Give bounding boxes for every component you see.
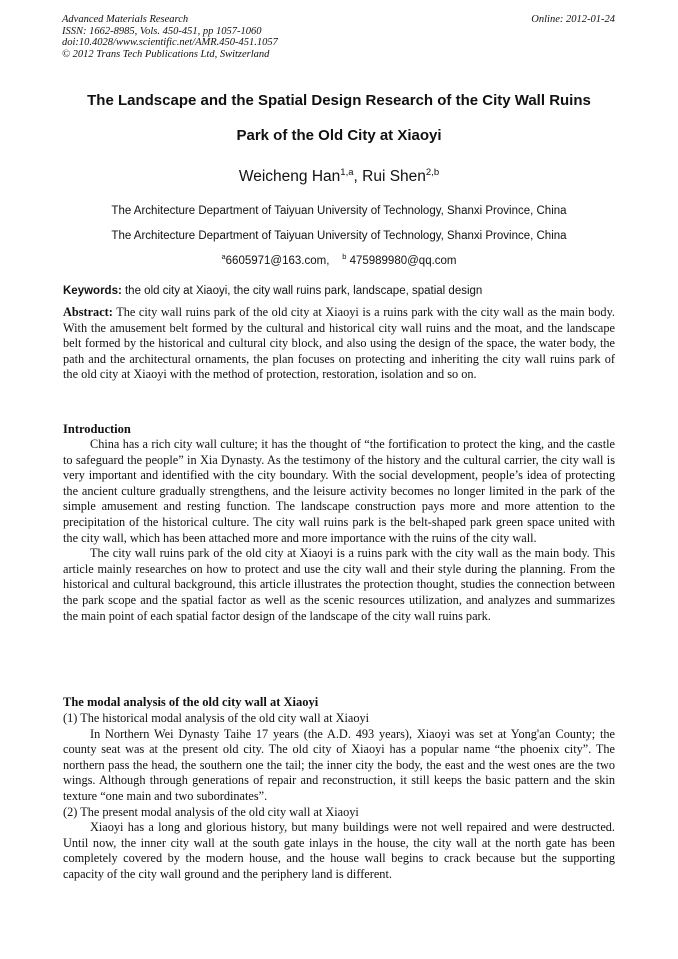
- affiliation-1: The Architecture Department of Taiyuan University of Technology, Shanxi Province, China: [111, 205, 567, 217]
- section-heading-modal-analysis: The modal analysis of the old city wall at Xiaoyi: [63, 695, 319, 709]
- issn-line: ISSN: 1662-8985, Vols. 450-451, pp 1057-1060: [62, 25, 262, 37]
- author-2: Rui Shen: [362, 168, 426, 186]
- author-2-affiliation-mark: 2,b: [425, 167, 440, 178]
- paper-title-line1: The Landscape and the Spatial Design Research of the City Wall Ruins: [87, 92, 591, 109]
- keywords-label: Keywords:: [63, 285, 122, 297]
- email-a-mark: a: [221, 252, 226, 261]
- modal-analysis-body: [63, 711, 615, 883]
- email-b-mark: b: [342, 252, 347, 261]
- introduction-body: [63, 437, 615, 624]
- paragraph: In Northern Wei Dynasty Taihe 17 years (the A.D. 493 years), Xiaoyi was set at Yong'an County; the county seat was at the present old city. The old city of Xiaoyi has a popular name “the phoenix city”. The northern pass the head, the southern one the tail; the inner city the body, the east and the west ones are the two wings. Although through generations of repair and reconstruction, it still keeps the basic pattern and the skin texture “one main and two subordinates”.: [63, 726, 615, 803]
- author-list: [0, 167, 678, 186]
- abstract-label: Abstract:: [63, 305, 113, 319]
- email-b: 475989980@qq.com: [349, 254, 457, 267]
- doi-line: doi:10.4028/www.scientific.net/AMR.450-451.1057: [62, 37, 278, 49]
- abstract: [63, 305, 615, 383]
- journal-name: Advanced Materials Research: [62, 14, 189, 25]
- copyright-line: © 2012 Trans Tech Publications Ltd, Switzerland: [62, 48, 270, 60]
- subsection-heading: (2) The present modal analysis of the old city wall at Xiaoyi: [63, 804, 359, 819]
- paper-title-line2: Park of the Old City at Xiaoyi: [236, 127, 442, 144]
- author-separator: ,: [353, 168, 363, 186]
- email-a: 6605971@163.com,: [225, 254, 330, 267]
- author-1-affiliation-mark: 1,a: [340, 167, 354, 178]
- subsection-heading: (1) The historical modal analysis of the old city wall at Xiaoyi: [63, 711, 370, 725]
- author-emails: [0, 252, 678, 267]
- online-date: Online: 2012-01-24: [531, 14, 615, 25]
- keywords-text: the old city at Xiaoyi, the city wall ruins park, landscape, spatial design: [121, 285, 483, 297]
- section-heading-introduction: Introduction: [63, 422, 131, 436]
- affiliation-2: The Architecture Department of Taiyuan University of Technology, Shanxi Province, China: [111, 230, 567, 242]
- paragraph: Xiaoyi has a long and glorious history, but many buildings were not well repaired and were destructed. Until now, the inner city wall at the south gate inlays in the house, the city wall at the north gate has been completely covered by the modern house, and the house wall begins to crack because but the supporting capacity of the city wall ground and the periphery land is different.: [63, 820, 615, 881]
- author-1: Weicheng Han: [238, 168, 341, 186]
- abstract-text: The city wall ruins park of the old city at Xiaoyi is a ruins park with the city wall as the main body. With the amusement belt formed by the cultural and historical city wall ruins and the moat, and the landscape belt formed by the historical and cultural city block, and also using the design of the space, the water body, the path and the architectural ornaments, the plan focuses on protecting and inheriting the city wall ruins park of the old city at Xiaoyi with the method of protection, restoration, isolation and so on.: [63, 305, 615, 382]
- paragraph: China has a rich city wall culture; it has the thought of “the fortification to protect the king, and the castle to safeguard the people” in Xia Dynasty. As the testimony of the history and the cultural carrier, the city wall is very important and identified with the city boundary. With the social development, people’s idea of protecting the ancient culture gradually strengthens, and the leisure activity becomes no longer limited in the park of the simple amusement and resting function. The landscape construction pays more and more attention to the precipitation of the historical culture. The city wall ruins park is the belt-shaped park green space united with the city wall, which has been attached more and more importance with the ruins of the city wall.: [63, 437, 615, 545]
- journal-header: [62, 14, 278, 60]
- keywords: [63, 285, 618, 297]
- paragraph: The city wall ruins park of the old city at Xiaoyi is a ruins park with the city wall as the main body. This article mainly researches on how to protect and use the city wall and their style during the planning. From the historical and cultural background, this article illustrates the protection thought, studies the connection between the park scope and the spatial factor as well as the scenic resources utilization, and analyzes and summarizes the main point of each spatial factor design of the landscape of the city wall ruins park.: [63, 546, 615, 623]
